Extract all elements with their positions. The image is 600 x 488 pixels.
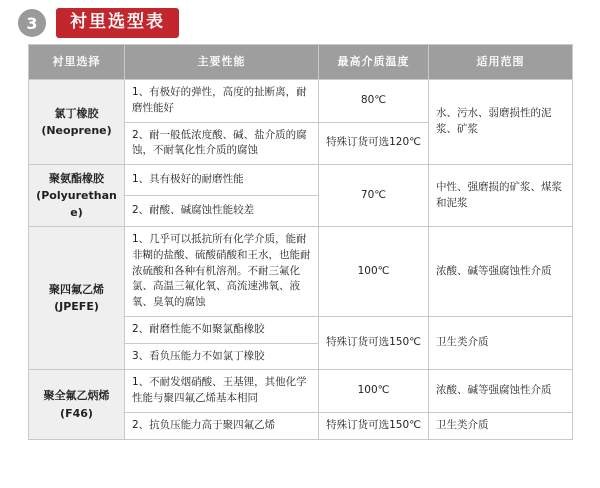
table-container bbox=[0, 44, 600, 440]
liner-cell-polyurethane bbox=[29, 165, 125, 227]
column-header-range: 适用范围 bbox=[429, 45, 573, 80]
table-row bbox=[29, 227, 573, 317]
liner-cell-f46 bbox=[29, 370, 125, 439]
range-cell: 水、污水、弱磨损性的泥浆、矿浆 bbox=[429, 80, 573, 165]
column-header-liner: 衬里选择 bbox=[29, 45, 125, 80]
table-row bbox=[29, 370, 573, 413]
temperature-cell: 70℃ bbox=[319, 165, 429, 227]
temperature-cell: 100℃ bbox=[319, 227, 429, 317]
range-cell: 浓酸、碱等强腐蚀性介质 bbox=[429, 227, 573, 317]
performance-cell: 1、具有极好的耐磨性能 bbox=[125, 165, 319, 196]
table-row bbox=[29, 80, 573, 123]
table-row bbox=[29, 165, 573, 196]
range-cell: 卫生类介质 bbox=[429, 412, 573, 439]
performance-cell: 2、抗负压能力高于聚四氟乙烯 bbox=[125, 412, 319, 439]
liner-name-cn: 聚四氟乙烯 bbox=[49, 283, 104, 297]
performance-cell: 1、有极好的弹性，高度的扯断离，耐磨性能好 bbox=[125, 80, 319, 123]
liner-name-cn: 聚全氟乙炳烯 bbox=[43, 389, 110, 403]
table-body bbox=[29, 80, 573, 440]
temperature-cell: 80℃ bbox=[319, 80, 429, 123]
liner-cell-neoprene bbox=[29, 80, 125, 165]
temperature-cell: 特殊订货可选120℃ bbox=[319, 122, 429, 165]
performance-cell: 3、看负压能力不如氯丁橡胶 bbox=[125, 343, 319, 370]
performance-cell: 1、不耐发烟硝酸、王基锂，其他化学性能与聚四氟乙烯基本相同 bbox=[125, 370, 319, 413]
range-cell: 卫生类介质 bbox=[429, 316, 573, 370]
page-header bbox=[0, 0, 600, 44]
range-cell: 浓酸、碱等强腐蚀性介质 bbox=[429, 370, 573, 413]
column-header-temperature: 最高介质温度 bbox=[319, 45, 429, 80]
step-number-badge: 3 bbox=[18, 9, 46, 37]
performance-cell: 2、耐磨性能不如聚氯酯橡胶 bbox=[125, 316, 319, 343]
temperature-cell: 特殊订货可选150℃ bbox=[319, 316, 429, 370]
liner-name-en: (Neoprene) bbox=[41, 124, 112, 137]
performance-cell: 2、耐酸、碱腐蚀性能较差 bbox=[125, 196, 319, 227]
performance-cell: 2、耐一般低浓度酸、碱、盐介质的腐蚀，不耐氧化性介质的腐蚀 bbox=[125, 122, 319, 165]
column-header-performance: 主要性能 bbox=[125, 45, 319, 80]
liner-name-en: (Polyurethane) bbox=[36, 189, 117, 220]
liner-name-en: (F46) bbox=[60, 406, 93, 420]
liner-name-cn: 氯丁橡胶 bbox=[54, 106, 99, 120]
temperature-cell: 100℃ bbox=[319, 370, 429, 413]
liner-name-cn: 聚氨酯橡胶 bbox=[49, 172, 104, 185]
liner-cell-ptfe bbox=[29, 227, 125, 370]
table-header-row bbox=[29, 45, 573, 80]
temperature-cell: 特殊订货可选150℃ bbox=[319, 412, 429, 439]
performance-cell: 1、几乎可以抵抗所有化学介质，能耐非糊的盐酸、硫酸硝酸和王水，也能耐浓硫酸和各种有机溶剂。不耐三氟化氯、高温三氟化氧、高流速沸氧、液氧、臭氧的腐蚀 bbox=[125, 227, 319, 317]
liner-selection-table bbox=[28, 44, 573, 440]
page-title: 衬里选型表 bbox=[56, 8, 179, 38]
liner-name-en: (JPEFE) bbox=[54, 300, 99, 314]
range-cell: 中性、强磨损的矿浆、煤浆和泥浆 bbox=[429, 165, 573, 227]
